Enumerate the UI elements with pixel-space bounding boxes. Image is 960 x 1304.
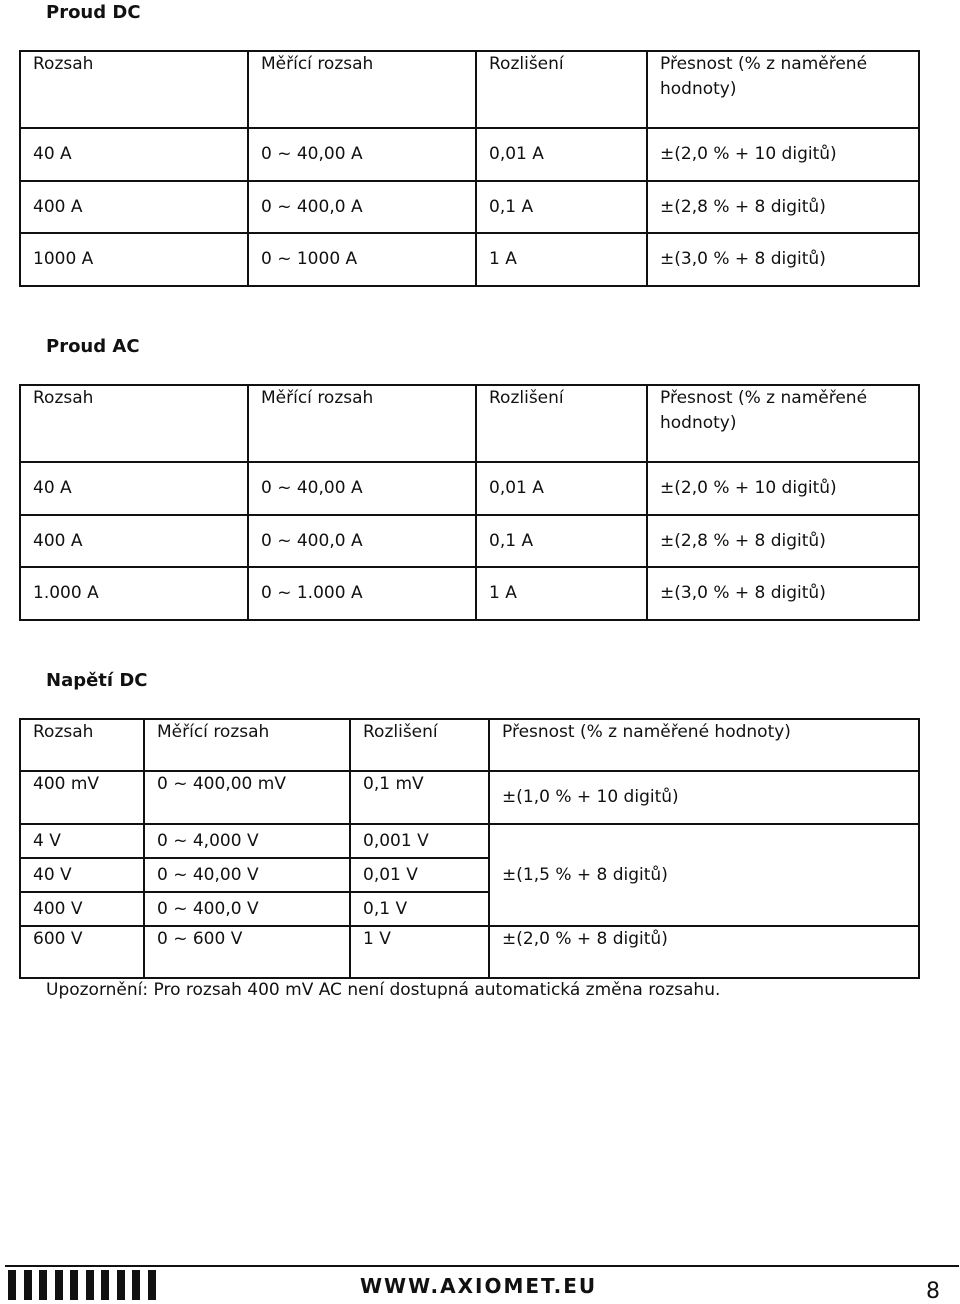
table-cell: 0,1 A	[476, 181, 647, 233]
barcode-logo	[8, 1270, 156, 1300]
table-cell: 400 mV	[20, 771, 144, 824]
table-cell: 0 ~ 600 V	[144, 926, 350, 978]
table-cell: ±(3,0 % + 8 digitů)	[647, 567, 919, 620]
table-cell: 0 ~ 40,00 A	[248, 128, 476, 181]
column-header: Přesnost (% z naměřené hodnoty)	[489, 719, 919, 771]
column-header: Rozsah	[20, 51, 248, 128]
table-cell: 400 A	[20, 181, 248, 233]
table-cell: 1 A	[476, 567, 647, 620]
table-row	[20, 233, 919, 286]
table-row	[20, 771, 919, 824]
table-header-row	[20, 719, 919, 771]
table-cell: ±(2,0 % + 10 digitů)	[647, 128, 919, 181]
range-note: Upozornění: Pro rozsah 400 mV AC není dostupná automatická změna rozsahu.	[46, 980, 721, 1000]
table-cell: 0 ~ 4,000 V	[144, 824, 350, 858]
column-header: Rozlišení	[476, 385, 647, 462]
table-cell: 1.000 A	[20, 567, 248, 620]
table-cell: ±(1,0 % + 10 digitů)	[489, 771, 919, 824]
table-row	[20, 181, 919, 233]
table-cell: 40 A	[20, 462, 248, 515]
footer-url: WWW.AXIOMET.EU	[360, 1274, 598, 1298]
column-header: Měřící rozsah	[248, 51, 476, 128]
table-cell-merged: ±(1,5 % + 8 digitů)	[489, 824, 919, 926]
table-cell: 400 A	[20, 515, 248, 567]
column-header: Rozsah	[20, 385, 248, 462]
column-header: Měřící rozsah	[144, 719, 350, 771]
table-cell: 40 A	[20, 128, 248, 181]
spec-table-proud-ac	[19, 384, 920, 621]
table-cell: ±(2,0 % + 10 digitů)	[647, 462, 919, 515]
table-cell: 0 ~ 400,00 mV	[144, 771, 350, 824]
table-row	[20, 824, 919, 858]
table-cell: ±(3,0 % + 8 digitů)	[647, 233, 919, 286]
table-row	[20, 462, 919, 515]
table-cell: 600 V	[20, 926, 144, 978]
table-cell: 0,1 A	[476, 515, 647, 567]
footer-divider	[5, 1265, 959, 1267]
table-row	[20, 926, 919, 978]
table-cell: 40 V	[20, 858, 144, 892]
page-number: 8	[926, 1279, 940, 1304]
column-header: Přesnost (% z naměřené hodnoty)	[647, 51, 919, 128]
table-cell: 0 ~ 1.000 A	[248, 567, 476, 620]
column-header: Měřící rozsah	[248, 385, 476, 462]
table-cell: 1 A	[476, 233, 647, 286]
table-row	[20, 515, 919, 567]
spec-table-proud-dc	[19, 50, 920, 287]
table-cell: 0,001 V	[350, 824, 489, 858]
table-cell: 0,01 A	[476, 462, 647, 515]
table-cell: ±(2,8 % + 8 digitů)	[647, 515, 919, 567]
table-cell: 0 ~ 40,00 V	[144, 858, 350, 892]
table-cell: 0 ~ 40,00 A	[248, 462, 476, 515]
table-cell: 0,1 V	[350, 892, 489, 926]
column-header: Rozlišení	[350, 719, 489, 771]
column-header: Přesnost (% z naměřené hodnoty)	[647, 385, 919, 462]
table-cell: 1000 A	[20, 233, 248, 286]
table-cell: 0,01 A	[476, 128, 647, 181]
table-header-row	[20, 51, 919, 128]
table-cell: 400 V	[20, 892, 144, 926]
table-cell: ±(2,8 % + 8 digitů)	[647, 181, 919, 233]
section-title-napeti-dc: Napětí DC	[46, 670, 148, 691]
column-header: Rozsah	[20, 719, 144, 771]
table-cell: 0 ~ 400,0 A	[248, 181, 476, 233]
table-cell: 0 ~ 400,0 V	[144, 892, 350, 926]
table-header-row	[20, 385, 919, 462]
table-cell: 4 V	[20, 824, 144, 858]
table-cell: 0 ~ 1000 A	[248, 233, 476, 286]
table-cell: 0 ~ 400,0 A	[248, 515, 476, 567]
table-cell: 0,1 mV	[350, 771, 489, 824]
table-cell: 0,01 V	[350, 858, 489, 892]
table-row	[20, 567, 919, 620]
section-title-proud-ac: Proud AC	[46, 336, 140, 357]
section-title-proud-dc: Proud DC	[46, 2, 141, 23]
table-cell: ±(2,0 % + 8 digitů)	[489, 926, 919, 978]
spec-table-napeti-dc	[19, 718, 920, 979]
table-cell: 1 V	[350, 926, 489, 978]
column-header: Rozlišení	[476, 51, 647, 128]
table-row	[20, 128, 919, 181]
